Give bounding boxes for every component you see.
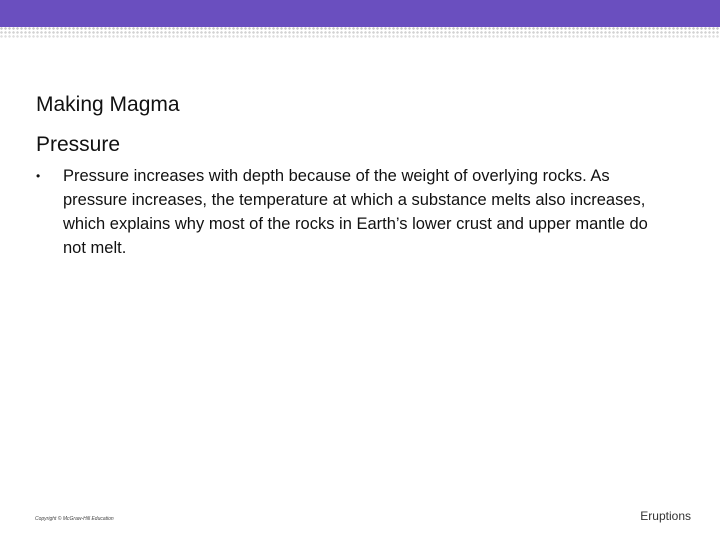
copyright-notice: Copyright © McGraw-Hill Education <box>35 516 114 522</box>
bullet-marker: • <box>36 169 41 183</box>
bullet-list <box>36 164 656 260</box>
bullet-text: Pressure increases with depth because of the weight of overlying rocks. As pressure increases, the temperature at which a substance melts also increases, which explains why most of the rocks in Earth’s lower crust and upper mantle do not melt. <box>63 167 648 257</box>
slide-title: Making Magma <box>36 93 180 116</box>
footer-section-label: Eruptions <box>640 509 691 523</box>
header-dotted-strip <box>0 27 720 39</box>
bullet-item <box>36 164 656 260</box>
slide-subtitle: Pressure <box>36 133 121 156</box>
header-band <box>0 0 720 27</box>
